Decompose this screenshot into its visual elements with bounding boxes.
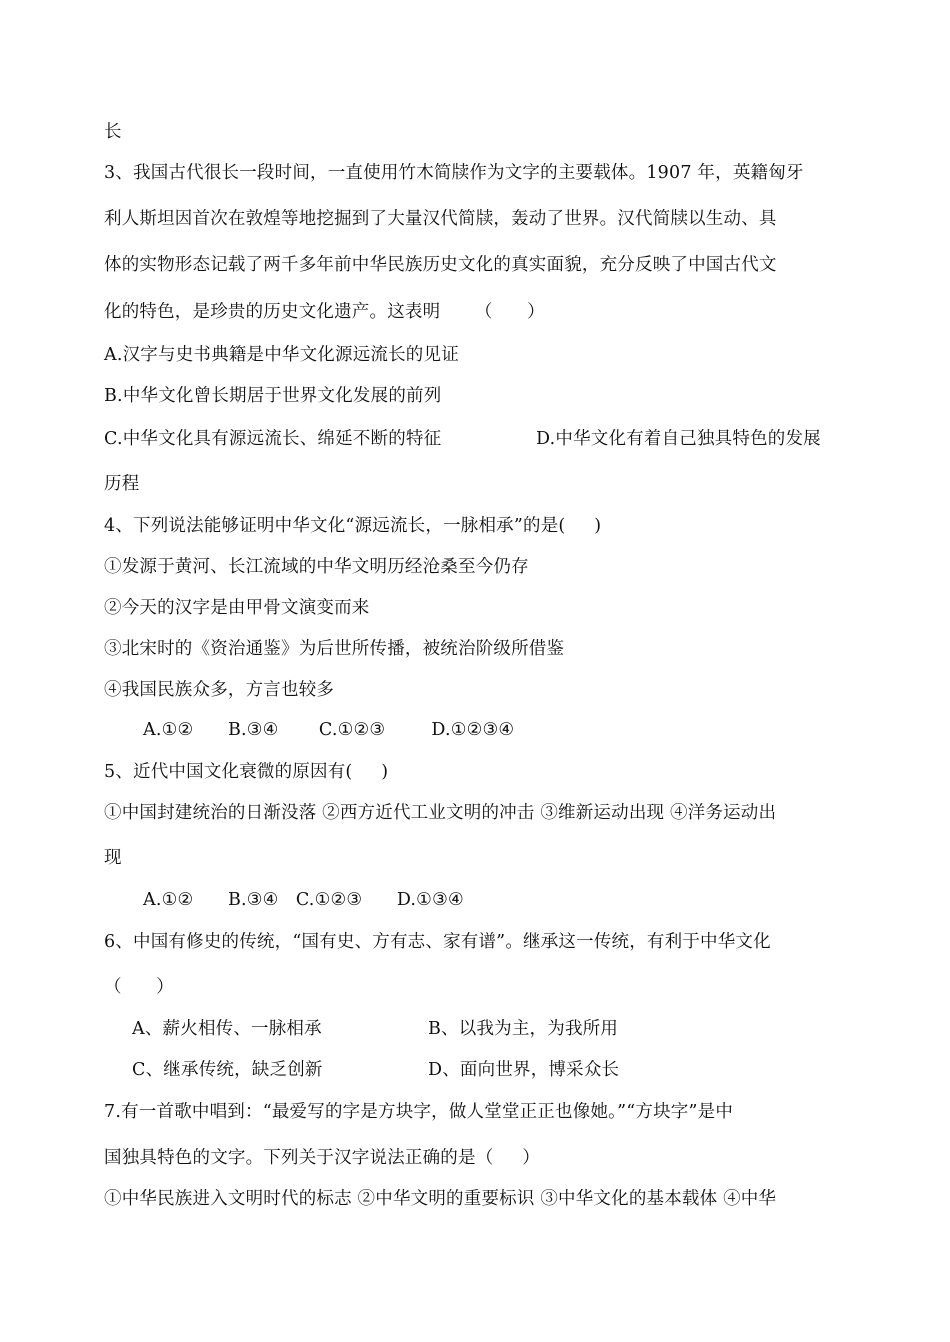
question-3-text: 化的特色，是珍贵的历史文化遗产。这表明 （ ） — [104, 302, 545, 322]
question-4-item-2: ②今天的汉字是由甲骨文演变而来 — [104, 598, 370, 618]
question-6-option-a: A、薪火相传、一脉相承 — [132, 1019, 322, 1039]
question-6-blank: （ ） — [104, 977, 174, 997]
question-4-item-4: ④我国民族众多，方言也较多 — [104, 680, 335, 700]
question-3-text: 3、我国古代很长一段时间，一直使用竹木简牍作为文字的主要载体。1907 年，英籍匈牙 — [104, 163, 804, 183]
question-3-text: 体的实物形态记载了两千多年前中华民族历史文化的真实面貌，充分反映了中国古代文 — [104, 255, 777, 275]
question-3-option-a: A.汉字与史书典籍是中华文化源远流长的见证 — [104, 345, 459, 365]
question-7-text: 国独具特色的文字。下列关于汉字说法正确的是（ ） — [104, 1148, 540, 1168]
question-6-option-c: C、继承传统，缺乏创新 — [132, 1060, 323, 1080]
question-6-option-b: B、以我为主，为我所用 — [428, 1019, 619, 1039]
question-5-items-cont: 现 — [104, 848, 122, 868]
question-4-options: A.①② B.③④ C.①②③ D.①②③④ — [143, 720, 515, 740]
question-3-text: 利人斯坦因首次在敦煌等地挖掘到了大量汉代简牍，轰动了世界。汉代简牍以生动、具 — [104, 209, 777, 229]
question-3-option-d-cont: 历程 — [104, 474, 140, 494]
question-4-item-3: ③北宋时的《资治通鉴》为后世所传播，被统治阶级所借鉴 — [104, 639, 565, 659]
question-3-option-b: B.中华文化曾长期居于世界文化发展的前列 — [104, 386, 442, 406]
question-7-text: 7.有一首歌中唱到：“最爱写的字是方块字，做人堂堂正正也像她。”“方块字”是中 — [104, 1102, 734, 1122]
text-line: 长 — [104, 122, 122, 142]
question-5-text: 5、近代中国文化衰微的原因有( ) — [104, 762, 389, 782]
question-3-option-c: C.中华文化具有源远流长、绵延不断的特征 — [104, 429, 442, 449]
question-4-item-1: ①发源于黄河、长江流域的中华文明历经沧桑至今仍存 — [104, 557, 529, 577]
question-4-text: 4、下列说法能够证明中华文化“源远流长，一脉相承”的是( ) — [104, 516, 602, 536]
question-6-option-d: D、面向世界，博采众长 — [428, 1060, 620, 1080]
question-3-option-d: D.中华文化有着自己独具特色的发展 — [536, 429, 821, 449]
question-5-options: A.①② B.③④ C.①②③ D.①③④ — [143, 890, 464, 910]
question-7-items: ①中华民族进入文明时代的标志 ②中华文明的重要标识 ③中华文化的基本载体 ④中华 — [104, 1189, 777, 1209]
question-6-text: 6、中国有修史的传统，“国有史、方有志、家有谱”。继承这一传统，有利于中华文化 — [104, 932, 771, 952]
question-5-items: ①中国封建统治的日渐没落 ②西方近代工业文明的冲击 ③维新运动出现 ④洋务运动出 — [104, 803, 777, 823]
